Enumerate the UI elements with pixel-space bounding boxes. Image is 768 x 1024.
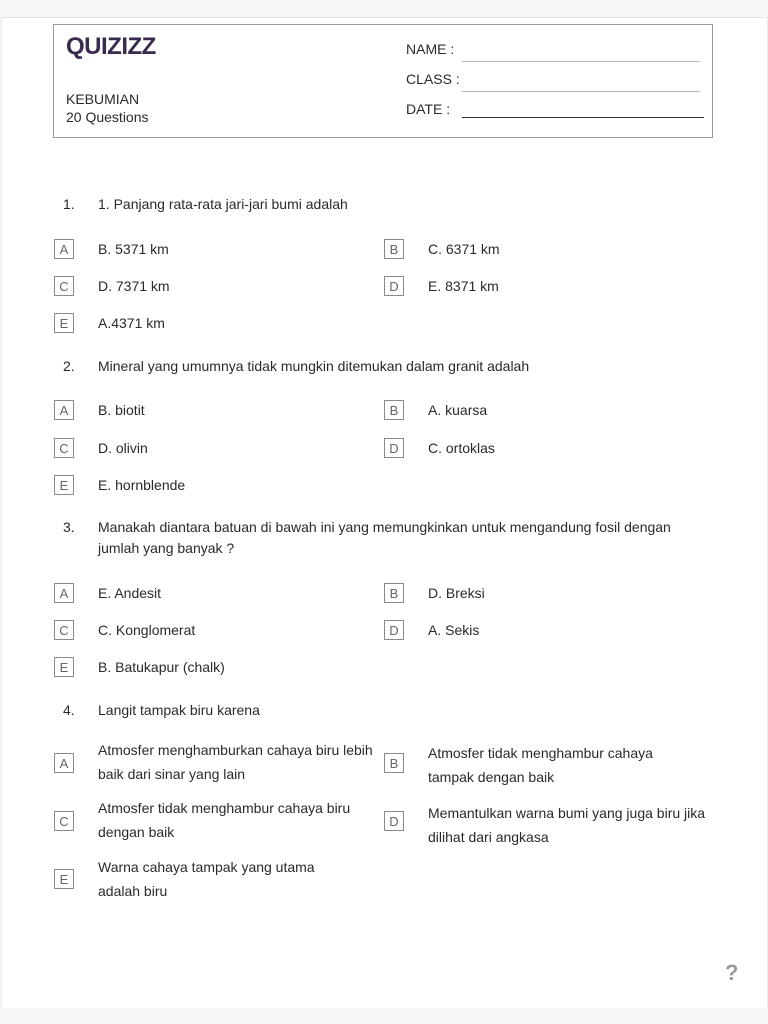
option-box-c: C: [54, 438, 74, 458]
option-box-a: A: [54, 239, 74, 259]
option-box-b: B: [384, 239, 404, 259]
option-box-b: B: [384, 583, 404, 603]
question-number: 2.: [63, 358, 75, 374]
option-box-b: B: [384, 753, 404, 773]
option-text: D. 7371 km: [98, 278, 170, 294]
option-box-d: D: [384, 811, 404, 831]
option-text: Warna cahaya tampak yang utama adalah biru: [98, 859, 315, 899]
option-box-e: E: [54, 475, 74, 495]
question-count: 20 Questions: [66, 109, 149, 125]
class-field-line: [462, 91, 700, 92]
option-text: B. Batukapur (chalk): [98, 659, 225, 675]
option-text: A.4371 km: [98, 315, 165, 331]
option-box-a: A: [54, 753, 74, 773]
option-text: Atmosfer menghamburkan cahaya biru lebih baik dari sinar yang lain: [98, 742, 373, 782]
option-text: D. olivin: [98, 440, 148, 456]
option-text: E. Andesit: [98, 585, 162, 601]
date-label: DATE :: [406, 101, 451, 117]
question-text: Manakah diantara batuan di bawah ini yang memungkinkan untuk mengandung fosil dengan jumlah yang banyak ?: [98, 519, 671, 556]
option-box-d: D: [384, 620, 404, 640]
option-box-c: C: [54, 811, 74, 831]
option-text: A. Sekis: [428, 622, 480, 638]
option-box-a: A: [54, 400, 74, 420]
option-text: Memantulkan warna bumi yang juga biru jika dilihat dari angkasa: [428, 805, 706, 845]
option-text: A. kuarsa: [428, 402, 488, 418]
question-number: 1.: [63, 196, 75, 212]
option-box-b: B: [384, 400, 404, 420]
option-box-d: D: [384, 276, 404, 296]
question-text: 1. Panjang rata-rata jari-jari bumi adalah: [98, 196, 348, 212]
help-icon[interactable]: ?: [725, 960, 739, 985]
option-text: C. 6371 km: [428, 241, 500, 257]
option-box-d: D: [384, 438, 404, 458]
quizizz-logo: QUIZIZZ: [66, 33, 156, 60]
option-text: Atmosfer tidak menghambur cahaya tampak dengan baik: [428, 745, 653, 785]
question-text: Mineral yang umumnya tidak mungkin ditemukan dalam granit adalah: [98, 358, 530, 374]
question-text: Langit tampak biru karena: [98, 702, 260, 718]
question-number: 4.: [63, 702, 75, 718]
name-label: NAME :: [406, 41, 455, 57]
option-box-c: C: [54, 276, 74, 296]
option-box-e: E: [54, 313, 74, 333]
option-text: C. ortoklas: [428, 440, 495, 456]
option-box-e: E: [54, 657, 74, 677]
option-text: B. 5371 km: [98, 241, 169, 257]
class-label: CLASS :: [406, 71, 460, 87]
option-text: Atmosfer tidak menghambur cahaya biru dengan baik: [98, 800, 351, 840]
name-field-line: [462, 61, 700, 62]
quiz-title: KEBUMIAN: [66, 91, 140, 107]
option-box-a: A: [54, 583, 74, 603]
option-text: D. Breksi: [428, 585, 485, 601]
option-text: E. 8371 km: [428, 278, 499, 294]
option-text: C. Konglomerat: [98, 622, 196, 638]
option-box-e: E: [54, 869, 74, 889]
date-field-line: [462, 117, 704, 118]
option-text: B. biotit: [98, 402, 145, 418]
option-text: E. hornblende: [98, 477, 186, 493]
option-box-c: C: [54, 620, 74, 640]
worksheet-header: [53, 24, 713, 138]
question-number: 3.: [63, 519, 75, 535]
